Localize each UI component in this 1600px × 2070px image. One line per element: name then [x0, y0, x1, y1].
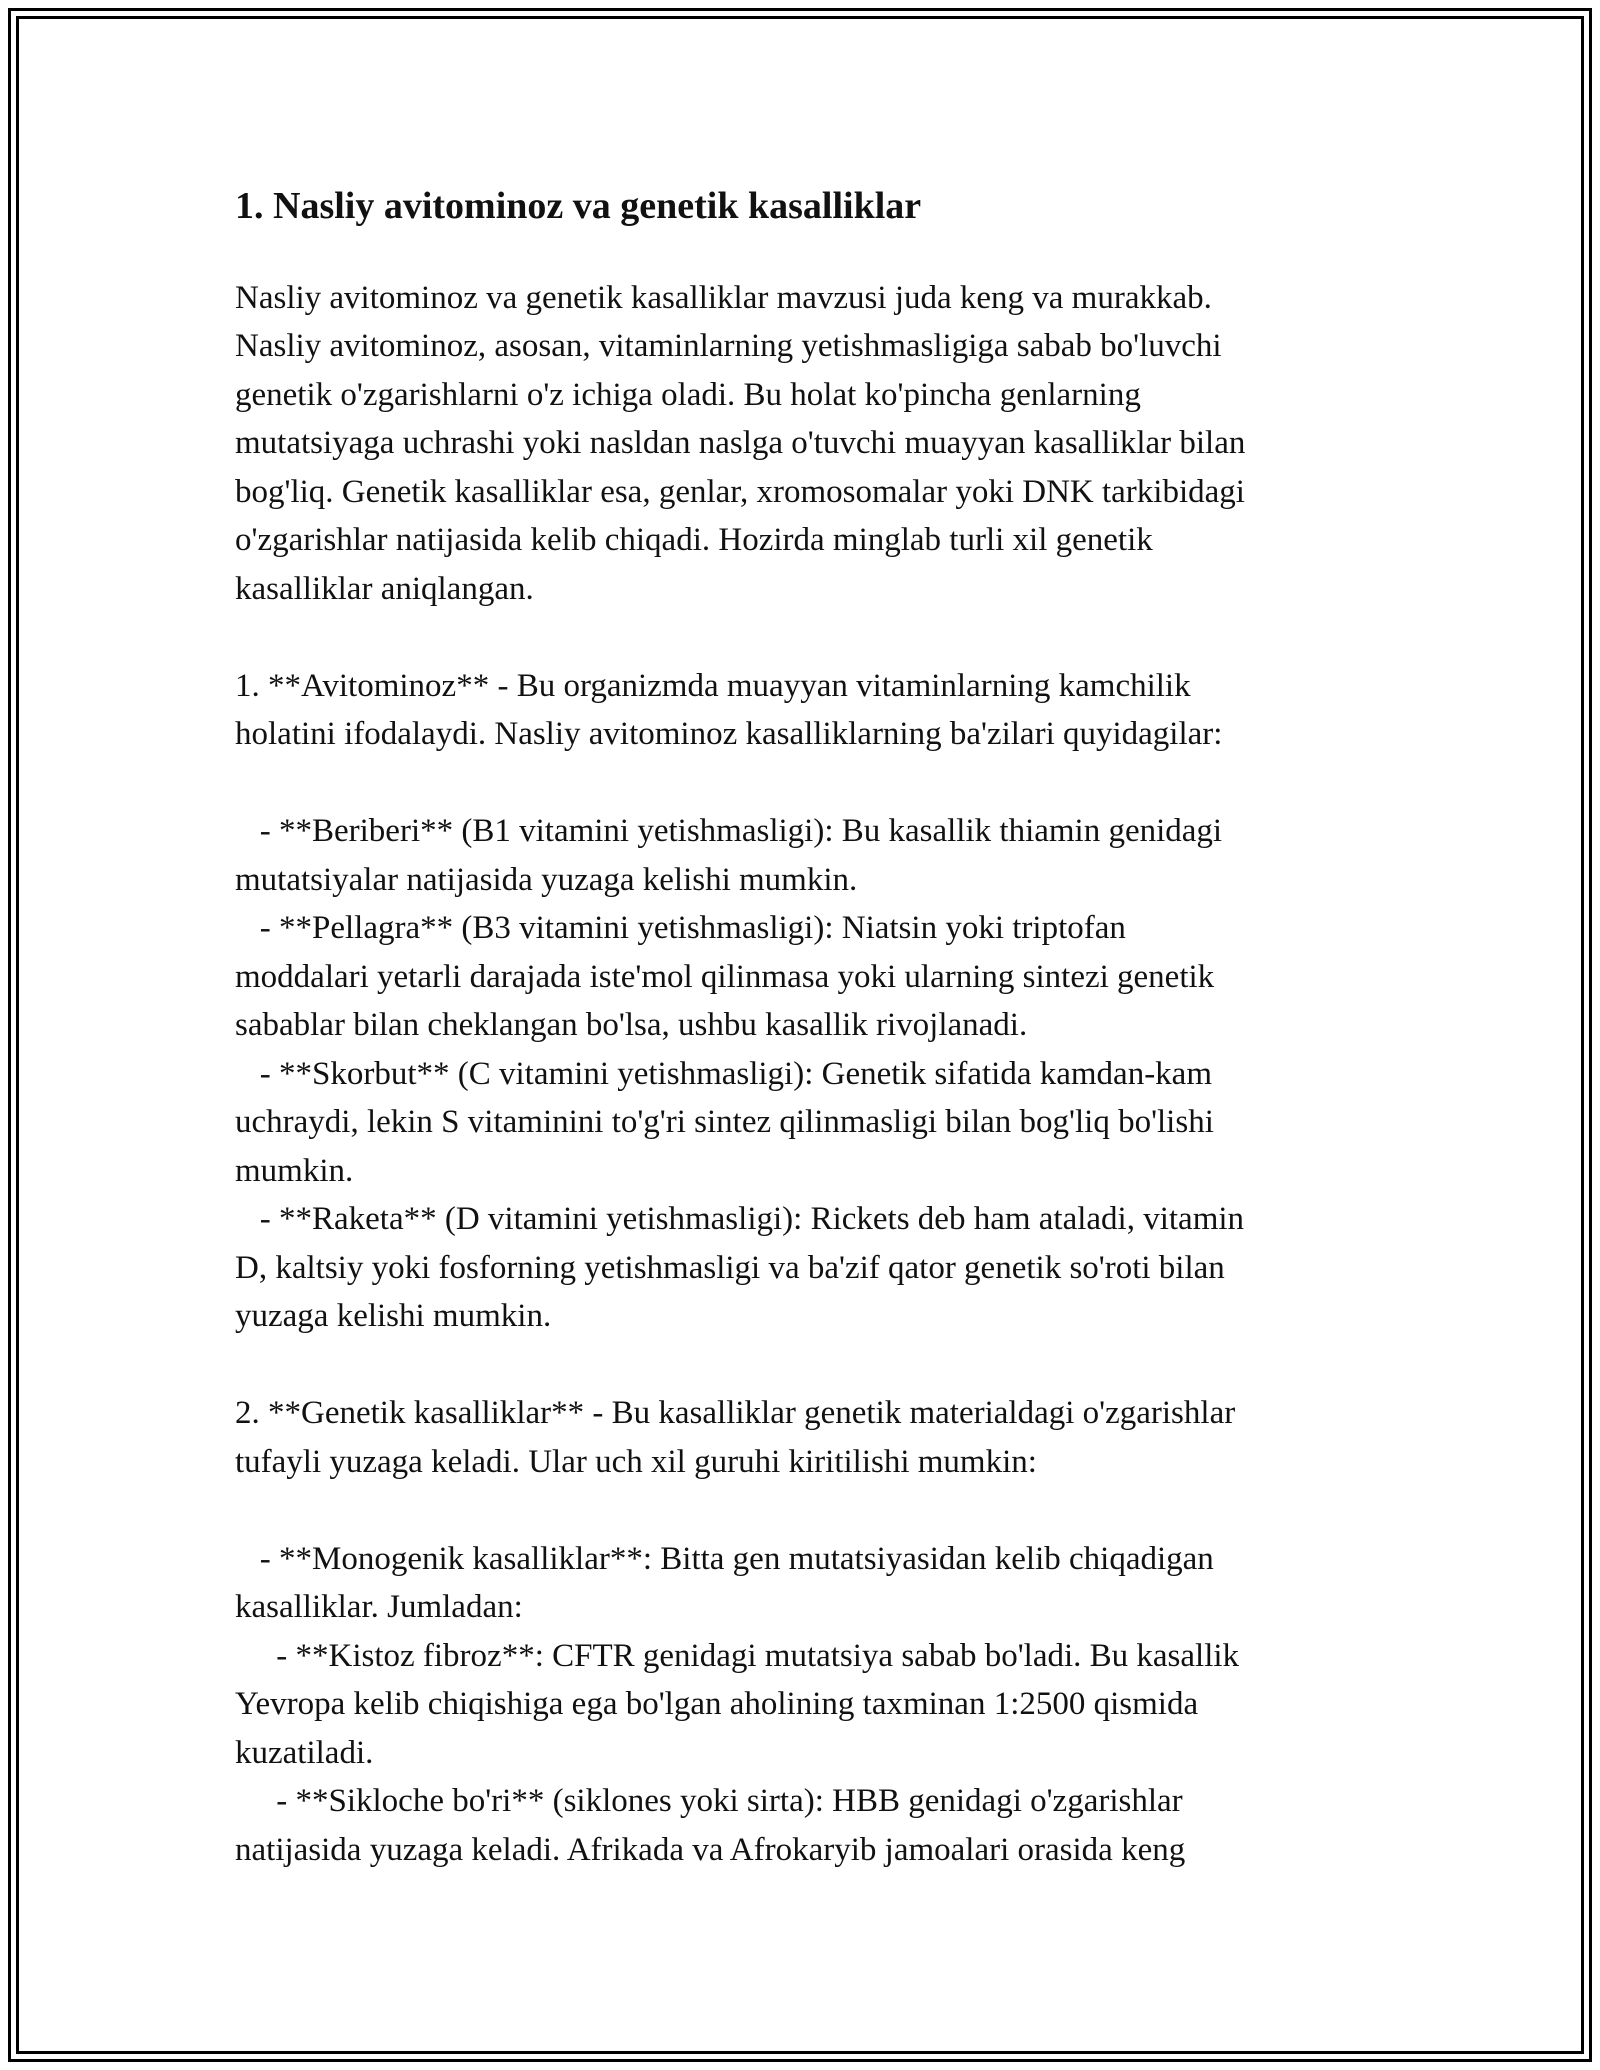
blank-line — [235, 613, 1365, 662]
text-line: Nasliy avitominoz va genetik kasalliklar mavzusi juda keng va murakkab. — [235, 279, 1212, 316]
text-line: genetik o'zgarishlarni o'z ichiga oladi. Bu holat ko'pincha genlarning — [235, 376, 1141, 413]
text-line: mumkin. — [235, 1152, 354, 1189]
text-line: bog'liq. Genetik kasalliklar esa, genlar, xromosomalar yoki DNK tarkibidagi — [235, 473, 1245, 510]
text-line: holatini ifodalaydi. Nasliy avitominoz kasalliklarning ba'zilari quyidagilar: — [235, 716, 1223, 753]
document-title: 1. Nasliy avitominoz va genetik kasalliklar — [235, 185, 922, 227]
text-line: 1. **Avitominoz** - Bu organizmda muayyan vitaminlarning kamchilik — [235, 667, 1191, 704]
text-line: mutatsiyalar natijasida yuzaga kelishi mumkin. — [235, 861, 858, 898]
text-line: mutatsiyaga uchrashi yoki nasldan naslga o'tuvchi muayyan kasalliklar bilan — [235, 425, 1246, 462]
text-line: Yevropa kelib chiqishiga ega bo'lgan aholining taxminan 1:2500 qismida — [235, 1686, 1199, 1723]
text-line: D, kaltsiy yoki fosforning yetishmasligi va ba'zif qator genetik so'roti bilan — [235, 1249, 1225, 1286]
text-line: moddalari yetarli darajada iste'mol qilinmasa yoki ularning sintezi genetik — [235, 958, 1215, 995]
document-text — [235, 274, 1365, 1875]
text-line: - **Pellagra** (B3 vitamini yetishmasligi): Niatsin yoki triptofan — [235, 910, 1126, 947]
blank-line — [235, 1341, 1365, 1390]
blank-line — [235, 759, 1365, 808]
text-line: uchraydi, lekin S vitaminini to'g'ri sintez qilinmasligi bilan bog'liq bo'lishi — [235, 1104, 1214, 1141]
text-line: - **Monogenik kasalliklar**: Bitta gen mutatsiyasidan kelib chiqadigan — [235, 1540, 1214, 1577]
text-line: kasalliklar aniqlangan. — [235, 570, 534, 607]
text-line: - **Beriberi** (B1 vitamini yetishmasligi): Bu kasallik thiamin genidagi — [235, 813, 1223, 850]
text-line: kasalliklar. Jumladan: — [235, 1589, 523, 1626]
text-line: kuzatiladi. — [235, 1734, 374, 1771]
text-line: natijasida yuzaga keladi. Afrikada va Afrokaryib jamoalari orasida keng — [235, 1831, 1186, 1868]
text-line: - **Sikloche bo'ri** (siklones yoki sirta): HBB genidagi o'zgarishlar — [235, 1783, 1183, 1820]
text-line: yuzaga kelishi mumkin. — [235, 1298, 552, 1335]
text-line: Nasliy avitominoz, asosan, vitaminlarning yetishmasligiga sabab bo'luvchi — [235, 328, 1222, 365]
text-line: tufayli yuzaga keladi. Ular uch xil guruhi kiritilishi mumkin: — [235, 1443, 1037, 1480]
text-line: - **Raketa** (D vitamini yetishmasligi): Rickets deb ham ataladi, vitamin — [235, 1201, 1245, 1238]
text-line: - **Skorbut** (C vitamini yetishmasligi): Genetik sifatida kamdan-kam — [235, 1055, 1212, 1092]
text-line: sabablar bilan cheklangan bo'lsa, ushbu kasallik rivojlanadi. — [235, 1007, 1028, 1044]
text-line: 2. **Genetik kasalliklar** - Bu kasalliklar genetik materialdagi o'zgarishlar — [235, 1395, 1236, 1432]
text-line: - **Kistoz fibroz**: CFTR genidagi mutatsiya sabab bo'ladi. Bu kasallik — [235, 1637, 1240, 1674]
blank-line — [235, 1486, 1365, 1535]
document-body — [235, 184, 1365, 1874]
text-line: o'zgarishlar natijasida kelib chiqadi. Hozirda minglab turli xil genetik — [235, 522, 1153, 559]
